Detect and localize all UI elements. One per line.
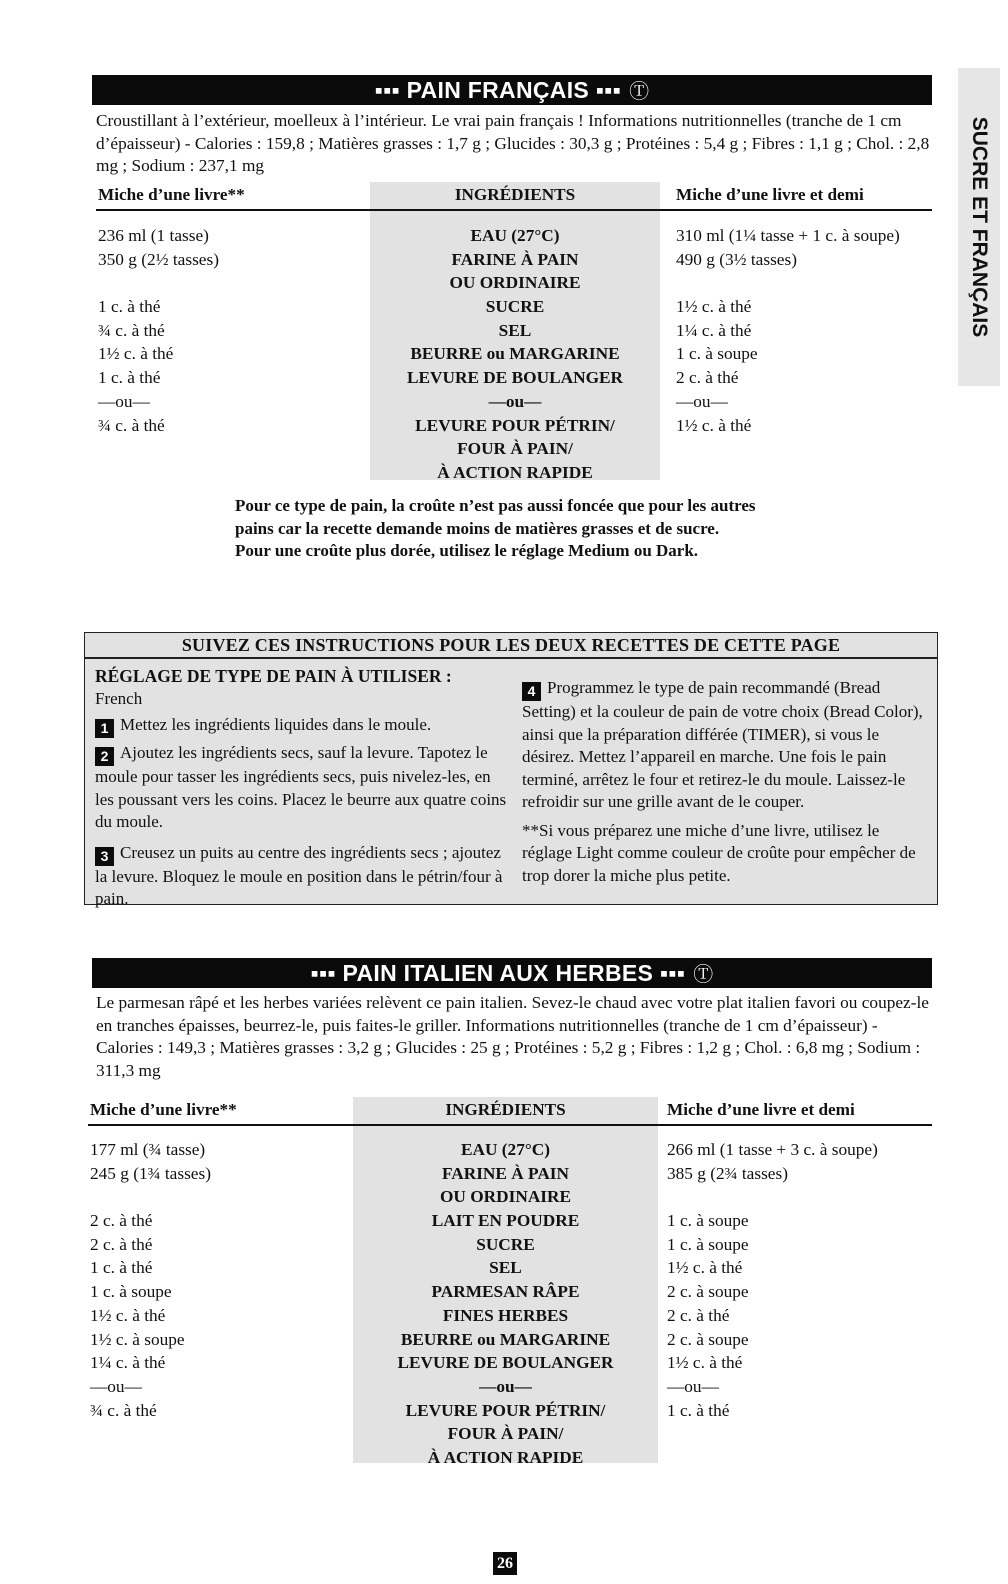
quantity-row: ¾ c. à thé (98, 320, 165, 340)
ingredient-row: OU ORDINAIRE (439, 1187, 572, 1207)
french-ingredient-column (370, 224, 660, 485)
italian-header-rule (88, 1124, 932, 1126)
ingredient-row: À ACTION RAPIDE (427, 1447, 584, 1467)
step-1 (95, 714, 507, 738)
quantity-row: 1¼ c. à thé (676, 320, 752, 340)
side-tab-label: SUCRE ET FRANÇAIS (968, 116, 991, 338)
quantity-row: 1½ c. à thé (667, 1258, 743, 1278)
quantity-row: 1 c. à soupe (667, 1234, 749, 1254)
quantity-row: 1 c. à soupe (667, 1211, 749, 1231)
ingredient-row: —ou— (479, 1376, 532, 1396)
quantity-row: 2 c. à thé (667, 1305, 730, 1325)
timer-symbol-icon: Ⓣ (693, 964, 714, 986)
italian-head-one-pound: Miche d’une livre** (90, 1100, 237, 1119)
ingredient-row: FARINE À PAIN (441, 1163, 570, 1183)
bread-setting-label: RÉGLAGE DE TYPE DE PAIN À UTILISER : (95, 666, 452, 686)
french-bread-title-banner (92, 75, 932, 105)
instructions-box (84, 632, 938, 908)
italian-bread-intro: Le parmesan râpé et les herbes variées relèvent ce pain italien. Sevez-le chaud avec votre plat italien favori ou coupez-le en tranches épaisses, beurrez-le, puis faites-le griller. Informations nutritionnelles (tranche de 1 cm d’épaisseur) - Calories : 149,3 ; Matières grasses : 3,2 g ; Glucides : 25 g ; Protéines : 5,2 g ; Fibres : 1,2 g ; Chol. : 6,8 mg ; Sodium : 311,3 mg (96, 993, 929, 1080)
step-3-number-icon: 3 (95, 847, 114, 866)
french-head-one-and-half-pound: Miche d’une livre et demi (676, 185, 864, 204)
quantity-row: 1 c. à thé (98, 297, 161, 317)
quantity-row: —ou— (676, 391, 728, 411)
bread-setting-value: French (95, 688, 143, 708)
quantity-row: 2 c. à soupe (667, 1329, 749, 1349)
quantity-row: 2 c. à thé (90, 1211, 153, 1231)
quantity-row: 266 ml (1 tasse + 3 c. à soupe) (667, 1140, 878, 1159)
quantity-row: 310 ml (1¼ tasse + 1 c. à soupe) (676, 226, 900, 245)
italian-bread-title: ▪▪▪ PAIN ITALIEN AUX HERBES ▪▪▪ (310, 960, 686, 986)
french-head-one-pound: Miche d’une livre** (98, 185, 245, 204)
ingredient-row: LEVURE POUR PÉTRIN/ (415, 415, 615, 435)
instructions-right-column (522, 677, 932, 887)
one-pound-footnote: **Si vous préparez une miche d’une livre, utilisez le réglage Light comme couleur de croûte pour empêcher de trop dorer la miche plus petite. (522, 820, 916, 885)
ingredient-row: FINES HERBES (442, 1305, 569, 1325)
quantity-row: 1½ c. à thé (676, 415, 752, 435)
quantity-row: 1¼ c. à thé (90, 1353, 166, 1373)
ingredient-row: BEURRE ou MARGARINE (400, 1329, 611, 1349)
quantity-row: 177 ml (¾ tasse) (90, 1140, 206, 1159)
quantity-row (90, 1185, 211, 1209)
quantity-row: 2 c. à thé (676, 368, 739, 388)
quantity-row: 1 c. à thé (667, 1400, 730, 1420)
italian-one-pound-column (90, 1138, 211, 1422)
step-2-text: Ajoutez les ingrédients secs, sauf la levure. Tapotez le moule pour tasser les ingrédients secs, puis nivelez-les, en les poussant vers les coins. Placez le beurre aux quatre coins du moule. (95, 743, 507, 831)
french-note-line: pains car la recette demande moins de matières grasses et de sucre. (235, 518, 720, 538)
french-bread-title: ▪▪▪ PAIN FRANÇAIS ▪▪▪ (374, 77, 622, 103)
french-crust-note (235, 495, 835, 563)
ingredient-row: LEVURE DE BOULANGER (397, 1353, 614, 1373)
french-note-line: Pour une croûte plus dorée, utilisez le réglage Medium ou Dark. (235, 541, 699, 560)
quantity-row: 1 c. à soupe (90, 1282, 172, 1302)
quantity-row (667, 1185, 878, 1209)
instructions-left-column (95, 665, 507, 911)
ingredient-row: SUCRE (476, 1234, 535, 1254)
quantity-row: 1½ c. à thé (667, 1353, 743, 1373)
ingredient-row: FOUR À PAIN/ (447, 1424, 564, 1444)
quantity-row: 1½ c. à thé (90, 1305, 166, 1325)
step-1-number-icon: 1 (95, 719, 114, 738)
quantity-row: 1½ c. à soupe (90, 1329, 185, 1349)
italian-head-ingredients: INGRÉDIENTS (445, 1100, 566, 1119)
italian-head-one-and-half-pound: Miche d’une livre et demi (667, 1100, 855, 1119)
ingredient-row: SEL (489, 1258, 522, 1278)
quantity-row: 490 g (3½ tasses) (676, 249, 797, 269)
ingredient-row: SUCRE (485, 297, 545, 317)
quantity-row (98, 271, 219, 295)
quantity-row: 1 c. à thé (90, 1258, 153, 1278)
step-4-text: Programmez le type de pain recommandé (Bread Setting) et la couleur de pain de votre choix (Bread Color), ainsi que la préparation différée (TIMER), si vous le désirez. Mettez l’appareil en marche. Une fois le pain terminé, arrêtez le four et retirez-le du moule. Laissez-le refroidir sur une grille avant de le couper. (522, 678, 923, 811)
quantity-row: 350 g (2½ tasses) (98, 249, 219, 269)
ingredient-row: LAIT EN POUDRE (431, 1211, 580, 1231)
quantity-row: 2 c. à thé (90, 1234, 153, 1254)
quantity-row: 1½ c. à thé (676, 297, 752, 317)
quantity-row: 1½ c. à thé (98, 344, 174, 364)
ingredient-row: FARINE À PAIN (451, 249, 579, 269)
page-number: 26 (493, 1552, 517, 1575)
ingredient-row: SEL (498, 320, 532, 340)
instructions-title-rule (85, 657, 937, 659)
step-2-number-icon: 2 (95, 747, 114, 766)
ingredient-row: À ACTION RAPIDE (437, 462, 593, 482)
instructions-title: SUIVEZ CES INSTRUCTIONS POUR LES DEUX RECETTES DE CETTE PAGE (181, 635, 841, 655)
quantity-row: ¾ c. à thé (98, 415, 165, 435)
quantity-row: 236 ml (1 tasse) (98, 226, 209, 245)
french-head-ingredients: INGRÉDIENTS (454, 185, 576, 204)
step-3 (95, 842, 507, 911)
ingredient-row: LEVURE DE BOULANGER (406, 368, 624, 388)
quantity-row: 1 c. à thé (98, 368, 161, 388)
italian-ingredient-column (353, 1138, 658, 1470)
french-note-line: Pour ce type de pain, la croûte n’est pas aussi foncée que pour les autres (235, 496, 756, 515)
ingredient-row: PARMESAN RÂPE (431, 1282, 580, 1302)
ingredient-row: —ou— (488, 391, 542, 411)
quantity-row: 1 c. à soupe (676, 344, 758, 364)
timer-symbol-icon: Ⓣ (629, 81, 650, 103)
step-4-number-icon: 4 (522, 682, 541, 701)
french-one-pound-column (98, 224, 219, 437)
french-bread-intro: Croustillant à l’extérieur, moelleux à l’intérieur. Le vrai pain français ! Informations nutritionnelles (tranche de 1 cm d’épaisseur) - Calories : 159,8 ; Matières grasses : 1,7 g ; Glucides : 30,3 g ; Protéines : 5,4 g ; Fibres : 1,1 g ; Chol. : 2,8 mg ; Sodium : 237,1 mg (96, 111, 930, 175)
ingredient-row: BEURRE ou MARGARINE (410, 344, 620, 364)
ingredient-row: EAU (27°C) (470, 226, 560, 245)
section-side-tab (958, 68, 1000, 386)
step-3-text: Creusez un puits au centre des ingrédients secs ; ajoutez la levure. Bloquez le moule en position dans le pétrin/four à pain. (95, 842, 503, 908)
italian-bread-title-banner (92, 958, 932, 988)
quantity-row: 2 c. à soupe (667, 1282, 749, 1302)
italian-one-and-half-pound-column (667, 1138, 878, 1422)
step-2 (95, 742, 507, 834)
french-one-and-half-pound-column (676, 224, 900, 437)
ingredient-row: EAU (27°C) (461, 1140, 550, 1159)
quantity-row: —ou— (667, 1376, 719, 1396)
quantity-row: —ou— (90, 1376, 142, 1396)
french-header-rule (96, 209, 932, 211)
ingredient-row: FOUR À PAIN/ (457, 439, 573, 459)
step-4 (522, 677, 932, 814)
ingredient-row: OU ORDINAIRE (449, 273, 581, 293)
quantity-row: 385 g (2¾ tasses) (667, 1163, 788, 1183)
quantity-row (676, 271, 900, 295)
quantity-row: ¾ c. à thé (90, 1400, 157, 1420)
quantity-row: 245 g (1¾ tasses) (90, 1163, 211, 1183)
step-1-text: Mettez les ingrédients liquides dans le moule. (120, 715, 432, 734)
quantity-row: —ou— (98, 391, 150, 411)
ingredient-row: LEVURE POUR PÉTRIN/ (405, 1400, 606, 1420)
